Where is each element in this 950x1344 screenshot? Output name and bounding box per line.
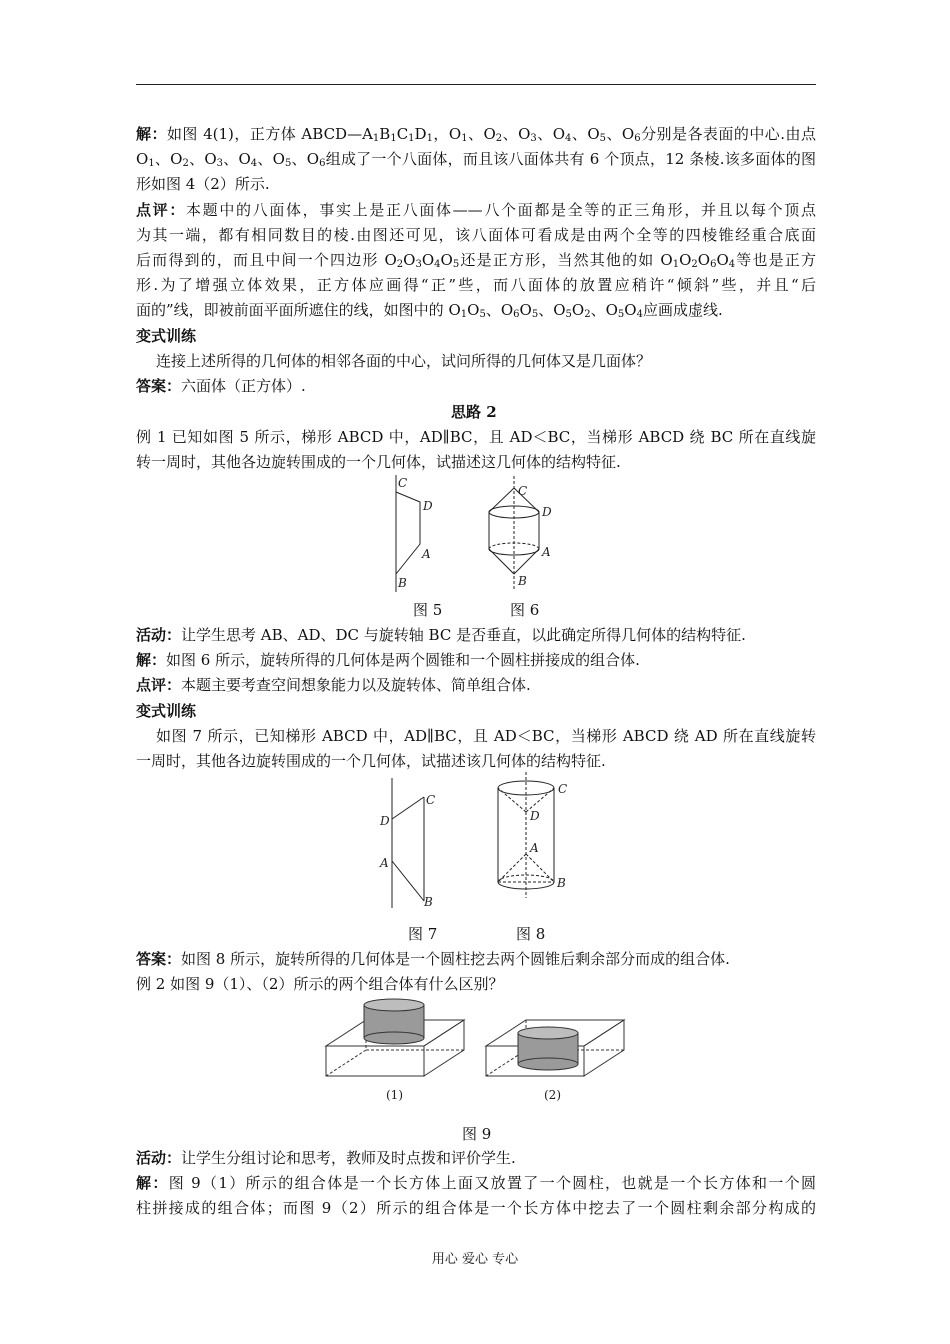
cylinder-bottom	[364, 1032, 424, 1044]
text-line: 答案：如图 8 所示，旋转所得的几何体是一个圆柱挖去两个圆锥后剩余部分而成的组合体.	[136, 950, 730, 968]
figure-6	[478, 474, 558, 594]
label-b: B	[518, 574, 527, 588]
section-heading: 变式训练	[136, 702, 197, 720]
figure-caption: 图 5	[413, 601, 443, 619]
text-line: 例 1 已知如图 5 所示，梯形 ABCD 中，AD∥BC，且 AD＜BC，当梯形 ABCD 绕 BC 所在直线旋	[136, 428, 816, 446]
text-line: 例 2 如图 9（1）、（2）所示的两个组合体有什么区别？	[136, 975, 504, 993]
figure-9	[318, 996, 634, 1106]
text-line: 一周时，其他各边旋转围成的一个几何体，试描述该几何体的结构特征.	[136, 752, 606, 770]
page-footer: 用心 爱心 专心	[431, 1252, 519, 1267]
text-line: 形如图 4（2）所示.	[136, 175, 270, 193]
section-heading: 变式训练	[136, 327, 197, 345]
figure-caption: 图 9	[462, 1125, 492, 1143]
label-a: A	[422, 547, 431, 561]
text-line: 活动：让学生思考 AB、AD、DC 与旋转轴 BC 是否垂直，以此确定所得几何体的结构特征.	[136, 626, 746, 644]
figure-7	[374, 775, 444, 910]
text-line: 点评：本题中的八面体，事实上是正八面体——八个面都是全等的正三角形，并且以每个顶点	[136, 201, 816, 219]
cone-top-left	[498, 788, 526, 812]
text-line: 解：如图 4(1)，正方体 $ABCD—A_1B_1C_1D_1$，$O_1$、$O_2$、$O_3$、$O_4$、$O_5$、$O_6$分别是各表面的中心.由点	[136, 125, 816, 144]
label-part-1: (1)	[386, 1088, 403, 1102]
label-a: A	[380, 856, 389, 870]
hidden-edge	[326, 1050, 366, 1076]
label-c: C	[518, 484, 528, 498]
header-rule	[136, 84, 816, 85]
figure-5	[380, 472, 450, 594]
text-line: 活动：让学生分组讨论和思考，教师及时点拨和评价学生.	[136, 1149, 516, 1167]
cone-bottom-left	[489, 549, 514, 574]
cone-top-left	[489, 488, 514, 512]
text-line: 如图 7 所示，已知梯形 ABCD 中，AD∥BC，且 AD＜BC，当梯形 ABCD 绕 AD 所在直线旋转	[156, 727, 816, 745]
cone-bottom-right	[514, 549, 539, 574]
label-d: D	[423, 499, 433, 513]
text-line: 形.为了增强立体效果，正方体应画得“正”些，而八面体的放置应稍许“倾斜”些，并且“后	[136, 276, 816, 294]
label-d: D	[380, 814, 390, 828]
text-line: 面的”线，即被前面平面所遮住的线，如图中的 $O_1O_5$、$O_6O_5$、$O_5O_2$、$O_5O_4$应画成虚线.	[136, 301, 723, 320]
hole-top	[518, 1027, 578, 1039]
text-line: 后而得到的，而且中间一个四边形 $O_2O_3O_4O_5$还是正方形，当然其他的如 $O_1O_2O_6O_4$等也是正方	[136, 251, 816, 270]
text-line: 答案：六面体（正方体）.	[136, 377, 306, 395]
text-line: 柱拼接成的组合体；而图 9（2）所示的组合体是一个长方体中挖去了一个圆柱剩余部分构成的	[136, 1199, 816, 1217]
label-d: D	[542, 505, 552, 519]
text-line: 点评：本题主要考查空间想象能力以及旋转体、简单组合体.	[136, 676, 531, 694]
label-d: D	[530, 809, 540, 823]
section-heading: 思路 2	[451, 403, 497, 421]
label-c: C	[426, 793, 436, 807]
hole-bottom	[518, 1058, 578, 1070]
label-c: C	[558, 782, 568, 796]
figure-9-part-2	[486, 1020, 624, 1102]
figure-caption: 图 7	[408, 925, 438, 943]
label-b: B	[557, 876, 566, 890]
figure-9-part-1	[326, 999, 464, 1102]
label-a: A	[530, 841, 539, 855]
text-line: 转一周时，其他各边旋转围成的一个几何体，试描述这几何体的结构特征.	[136, 453, 621, 471]
edge-ab	[392, 861, 424, 901]
label-c: C	[398, 476, 408, 490]
text-line: 解：如图 6 所示，旋转所得的几何体是两个圆锥和一个圆柱拼接成的组合体.	[136, 651, 640, 669]
figure-8	[490, 770, 580, 902]
cylinder-top	[364, 999, 424, 1011]
label-b: B	[398, 576, 407, 590]
trapezoid-outline	[396, 492, 420, 574]
box-front-face	[326, 1046, 424, 1076]
text-line: 解：图 9（1）所示的组合体是一个长方体上面又放置了一个圆柱，也就是一个长方体和一个圆	[136, 1174, 816, 1192]
text-line: 为其一端，都有相同数目的棱.由图还可见，该八面体可看成是由两个全等的四棱锥经重合底面	[136, 226, 816, 244]
text-line: $O_1$、$O_2$、$O_3$、$O_4$、$O_5$、$O_6$组成了一个八面体，而且该八面体共有 6 个顶点，12 条棱.该多面体的图	[136, 150, 816, 169]
label-part-2: (2)	[544, 1088, 561, 1102]
edge-dc	[392, 797, 424, 819]
figure-caption: 图 8	[516, 925, 546, 943]
label-a: A	[542, 545, 551, 559]
label-b: B	[424, 895, 433, 909]
text-line: 连接上述所得的几何体的相邻各面的中心，试问所得的几何体又是几面体？	[156, 352, 652, 370]
figure-caption: 图 6	[510, 601, 540, 619]
cone-bottom-right	[526, 854, 554, 882]
